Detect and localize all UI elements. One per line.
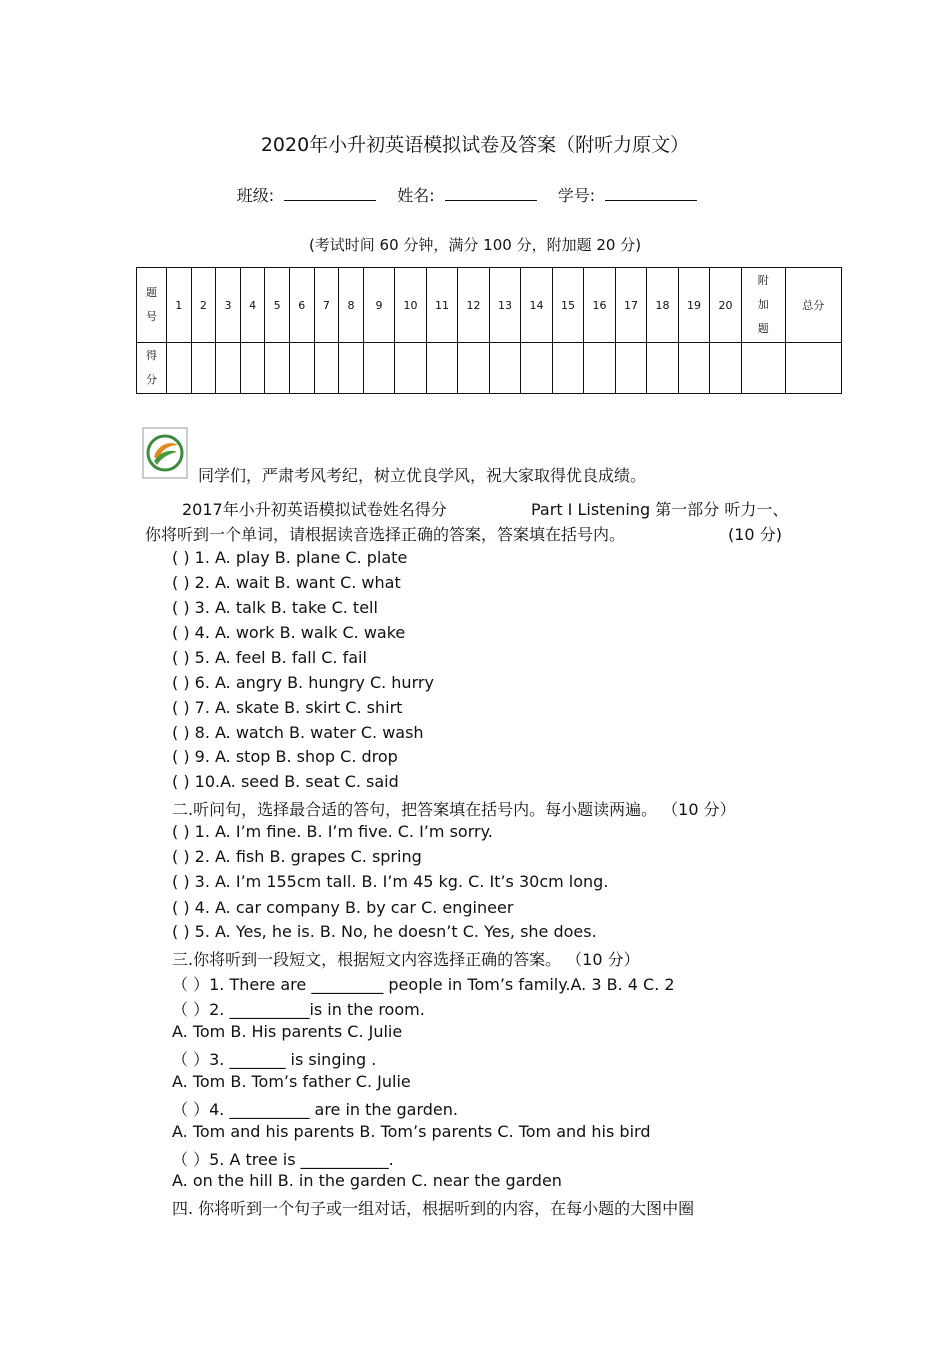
class-label: 班级: xyxy=(236,186,275,205)
total-label: 总分 xyxy=(785,268,841,343)
intro-line1-a: 2017年小升初英语模拟试卷姓名得分 xyxy=(182,500,447,519)
part1-item: ( ) 4. A. work B. walk C. wake xyxy=(172,623,406,642)
score-table xyxy=(136,267,842,394)
question-number-cell: 16 xyxy=(584,268,616,343)
score-cell[interactable] xyxy=(395,343,427,394)
question-number-cell: 19 xyxy=(678,268,710,343)
student-info-line xyxy=(0,183,950,206)
score-cell[interactable] xyxy=(647,343,679,394)
question-number-cell: 14 xyxy=(521,268,553,343)
part1-item: ( ) 10.A. seed B. seat C. said xyxy=(172,772,399,791)
question-number-cell: 17 xyxy=(615,268,647,343)
score-cell[interactable] xyxy=(289,343,314,394)
part2-item: ( ) 3. A. I’m 155cm tall. B. I’m 45 kg. C. It’s 30cm long. xyxy=(172,872,609,891)
part1-item: ( ) 9. A. stop B. shop C. drop xyxy=(172,747,398,766)
part3-options: A. Tom and his parents B. Tom’s parents C. Tom and his bird xyxy=(172,1122,651,1141)
score-cell[interactable] xyxy=(216,343,241,394)
score-cell[interactable] xyxy=(521,343,553,394)
question-number-cell: 11 xyxy=(426,268,458,343)
question-number-cell: 2 xyxy=(191,268,216,343)
intro-line2-a: 你将听到一个单词，请根据读音选择正确的答案，答案填在括号内。 xyxy=(145,525,626,544)
question-number-cell: 10 xyxy=(395,268,427,343)
class-blank[interactable] xyxy=(284,184,376,201)
question-number-cell: 12 xyxy=(458,268,490,343)
score-cell[interactable] xyxy=(552,343,584,394)
exam-note: (考试时间 60 分钟，满分 100 分，附加题 20 分) xyxy=(308,236,642,254)
score-cell[interactable] xyxy=(489,343,521,394)
score-label: 得 分 xyxy=(137,343,167,394)
part2-item: ( ) 2. A. fish B. grapes C. spring xyxy=(172,847,422,866)
question-number-label: 题 号 xyxy=(137,268,167,343)
name-blank[interactable] xyxy=(445,184,537,201)
number-label: 学号: xyxy=(557,186,596,205)
score-table-header-row xyxy=(137,268,842,343)
part3-item: （ ）3. _______ is singing . xyxy=(172,1050,377,1069)
part1-item: ( ) 2. A. wait B. want C. what xyxy=(172,573,401,592)
part2-item: ( ) 5. A. Yes, he is. B. No, he doesn’t C. Yes, she does. xyxy=(172,922,597,941)
question-number-cell: 7 xyxy=(314,268,339,343)
part3-item: （ ）1. There are _________ people in Tom’s family.A. 3 B. 4 C. 2 xyxy=(172,975,675,994)
part1-item: ( ) 5. A. feel B. fall C. fail xyxy=(172,648,367,667)
part4-heading: 四. 你将听到一个句子或一组对话，根据听到的内容，在每小题的大图中圈 xyxy=(172,1199,695,1218)
greeting-text: 同学们，严肃考风考纪，树立优良学风，祝大家取得优良成绩。 xyxy=(198,466,647,485)
intro-line1-b: Part I Listening 第一部分 听力一、 xyxy=(531,500,789,519)
question-number-cell: 18 xyxy=(647,268,679,343)
question-number-cell: 15 xyxy=(552,268,584,343)
part3-options: A. Tom B. Tom’s father C. Julie xyxy=(172,1072,411,1091)
part1-item: ( ) 6. A. angry B. hungry C. hurry xyxy=(172,673,434,692)
question-number-cell: 5 xyxy=(265,268,290,343)
score-cell[interactable] xyxy=(615,343,647,394)
question-number-cell: 8 xyxy=(339,268,364,343)
number-blank[interactable] xyxy=(605,184,697,201)
question-number-cell: 13 xyxy=(489,268,521,343)
question-number-cell: 1 xyxy=(167,268,192,343)
question-number-cell: 20 xyxy=(710,268,742,343)
score-cell[interactable] xyxy=(678,343,710,394)
part3-item: （ ）2. __________is in the room. xyxy=(172,1000,425,1019)
part2-item: ( ) 4. A. car company B. by car C. engineer xyxy=(172,898,514,917)
name-label: 姓名: xyxy=(397,186,435,205)
school-logo xyxy=(142,427,188,479)
question-number-cell: 6 xyxy=(289,268,314,343)
score-cell[interactable] xyxy=(458,343,490,394)
part2-heading: 二.听问句，选择最合适的答句，把答案填在括号内。每小题读两遍。 （10 分） xyxy=(172,800,736,819)
score-cell[interactable] xyxy=(426,343,458,394)
part1-item: ( ) 1. A. play B. plane C. plate xyxy=(172,548,408,567)
bonus-score-cell[interactable] xyxy=(741,343,785,394)
question-number-cell: 4 xyxy=(240,268,265,343)
score-cell[interactable] xyxy=(265,343,290,394)
part1-item: ( ) 3. A. talk B. take C. tell xyxy=(172,598,378,617)
score-cell[interactable] xyxy=(710,343,742,394)
score-cell[interactable] xyxy=(191,343,216,394)
score-cell[interactable] xyxy=(584,343,616,394)
intro-line2-b: (10 分) xyxy=(728,525,782,544)
part1-item: ( ) 8. A. watch B. water C. wash xyxy=(172,723,424,742)
score-cell[interactable] xyxy=(240,343,265,394)
question-number-cell: 3 xyxy=(216,268,241,343)
part3-item: （ ）4. __________ are in the garden. xyxy=(172,1100,458,1119)
part1-item: ( ) 7. A. skate B. skirt C. shirt xyxy=(172,698,403,717)
score-cell[interactable] xyxy=(339,343,364,394)
total-score-cell[interactable] xyxy=(785,343,841,394)
score-cell[interactable] xyxy=(167,343,192,394)
score-cell[interactable] xyxy=(363,343,395,394)
part2-item: ( ) 1. A. I’m fine. B. I’m five. C. I’m sorry. xyxy=(172,822,493,841)
bonus-label: 附 加 题 xyxy=(741,268,785,343)
part3-item: （ ）5. A tree is ___________. xyxy=(172,1150,394,1169)
part3-options: A. on the hill B. in the garden C. near the garden xyxy=(172,1171,562,1190)
part3-heading: 三.你将听到一段短文，根据短文内容选择正确的答案。 （10 分） xyxy=(172,950,640,969)
question-number-cell: 9 xyxy=(363,268,395,343)
score-table-score-row xyxy=(137,343,842,394)
score-cell[interactable] xyxy=(314,343,339,394)
page-title: 2020年小升初英语模拟试卷及答案（附听力原文） xyxy=(260,134,690,156)
part3-options: A. Tom B. His parents C. Julie xyxy=(172,1022,403,1041)
